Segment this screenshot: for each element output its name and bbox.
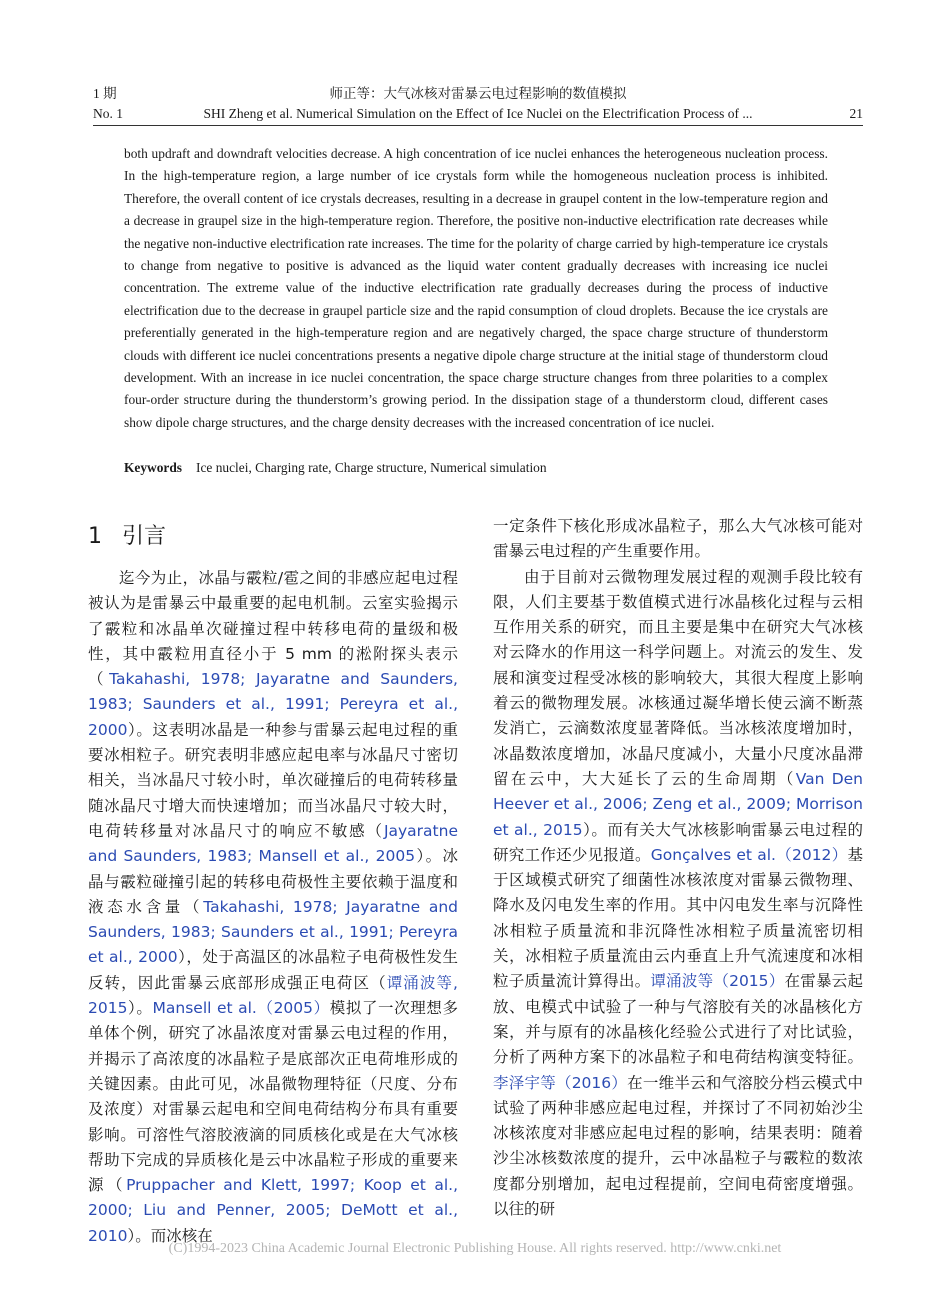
body-text: ）。冰晶与霰粒碰撞引起的转移电荷极性主要依赖于温度和液态水含量（ (88, 847, 458, 916)
paragraph (493, 565, 863, 1223)
citation-link[interactable]: Jayaratne and Saunders, 1983; Mansell et al., 2005 (88, 821, 458, 866)
body-text: 在一维半云和气溶胶分档云模式中试验了两种非感应起电过程，并探讨了不同初始沙尘冰核浓度对非感应起电过程的影响，结果表明：随着沙尘冰核数浓度的提升，云中冰晶粒子与霰粒的数浓度都分别增加，起电过程提前，空间电荷密度增强。以往的研 (493, 1073, 863, 1219)
citation-link[interactable]: Mansell et al.（2005） (152, 999, 330, 1018)
copyright-footer: (C)1994-2023 China Academic Journal Electronic Publishing House. All rights reserved. http://www.cnki.net (168, 1241, 782, 1256)
citation-link[interactable]: Van Den Heever et al., 2006; Zeng et al., 2009; Morrison et al., 2015 (493, 769, 863, 839)
body-text: ），处于高温区的冰晶粒子电荷极性发生反转，因此雷暴云底部形成强正电荷区（ (88, 948, 458, 992)
abstract-text: both updraft and downdraft velocities decrease. A high concentration of ice nuclei enhances the heterogeneous nucleation process. In the high-temperature region, a large number of ice crystals form while the homogeneous nucleation process is inhibited. Therefore, the overall content of ice crystals decreases, resulting in a decrease in graupel content in the low-temperature region and a decrease in graupel size in the high-temperature region. Therefore, the positive non-inductive electrification rate decreases while the negative non-inductive electrification rate increases. The time for the polarity of charge carried by high-temperature ice crystals to change from negative to positive is advanced as the liquid water content gradually decreases with increasing ice nuclei concentration. The extreme value of the inductive electrification rate gradually decreases during the process of inductive electrification due to the decrease in graupel particle size and the rapid consumption of cloud droplets. Because the ice crystals are preferentially generated in the high-temperature region and are negatively charged, the space charge structure of thunderstorm clouds with different ice nuclei concentrations presents a negative dipole charge structure at the initial stage of thunderstorm cloud development. With an increase in ice nuclei concentration, the space charge structure changes from three polarities to a complex four-order structure during the thunderstorm’s growing period. In the dissipation stage of a thunderstorm cloud, different cases show dipole charge structures, and the charge density decreases with the increased concentration of ice nuclei. (124, 146, 828, 430)
abstract (124, 143, 828, 434)
running-title-cn: 师正等：大气冰核对雷暴云电过程影响的数值模拟 (329, 86, 627, 101)
keywords-list: Ice nuclei, Charging rate, Charge structure, Numerical simulation (196, 460, 547, 475)
body-text: 迄今为止，冰晶与霰粒/雹之间的非感应起电过程被认为是雷暴云中最重要的起电机制。云室实验揭示了霰粒和冰晶单次碰撞过程中转移电荷的量级和极性，其中霰粒用直径小于 5 mm 的淞附探头表示（ (88, 569, 458, 689)
body-text: 在雷暴云起放、电模式中试验了一种与气溶胶有关的冰晶核化方案，并与原有的冰晶核化经验公式进行了对比试验，分析了两种方案下的冰晶粒子和电荷结构演变特征。 (493, 972, 863, 1067)
body-text: ）。 (127, 999, 153, 1018)
citation-link[interactable]: Takahashi, 1978; Jayaratne and Saunders, 1983; Saunders et al., 1991; Pereyra et al., 2000 (88, 897, 458, 967)
body-text: 模拟了一次理想多单体个例，研究了冰晶浓度对雷暴云电过程的作用，并揭示了高浓度的冰晶粒子是底部次正电荷堆形成的关键因素。由此可见，冰晶微物理特征（尺度、分布及浓度）对雷暴云起电和空间电荷结构分布具有重要影响。可溶性气溶胶液滴的同质核化或是在大气冰核帮助下完成的异质核化是云中冰晶粒子形成的重要来源（ (88, 999, 458, 1195)
paragraph (88, 566, 458, 1249)
section-title: 引言 (122, 524, 167, 549)
header-rule (93, 125, 863, 126)
body-text: 一定条件下核化形成冰晶粒子，那么大气冰核可能对雷暴云电过程的产生重要作用。 (493, 517, 863, 561)
body-text: ）。这表明冰晶是一种参与雷暴云起电过程的重要冰相粒子。研究表明非感应起电率与冰晶尺寸密切相关，当冰晶尺寸较小时，单次碰撞后的电荷转移量随冰晶尺寸增大而快速增加；而当冰晶尺寸较大时，电荷转移量对冰晶尺寸的响应不敏感（ (88, 720, 458, 840)
body-text: 由于目前对云微物理发展过程的观测手段比较有限，人们主要基于数值模式进行冰晶核化过程与云相互作用关系的研究，而且主要是集中在研究大气冰核对云降水的作用这一科学问题上。对流云的发生、发展和演变过程受冰核的影响较大，其很大程度上影响着云的微物理发展。冰核通过凝华增长使云滴不断蒸发消亡，云滴数浓度显著降低。当冰核浓度增加时，冰晶数浓度增加，冰晶尺度减小，大量小尺度冰晶滞留在云中，大大延长了云的生命周期（ (493, 567, 863, 788)
section-number: 1 (88, 524, 102, 549)
body-text: ）。而有关大气冰核影响雷暴云电过程的研究工作还少见报道。 (493, 820, 863, 864)
citation-link[interactable]: Gonçalves et al.（2012） (650, 845, 848, 864)
citation-link[interactable]: 谭涌波等（2015） (650, 972, 785, 991)
citation-link[interactable]: Takahashi, 1978; Jayaratne and Saunders, 1983; Saunders et al., 1991; Pereyra et al., 2000 (88, 670, 458, 739)
issue-en: No. 1 (93, 106, 123, 121)
running-header-en (93, 104, 863, 123)
body-text: 基于区域模式研究了细菌性冰核浓度对雷暴云微物理、降水及闪电发生率的作用。其中闪电发生率与沉降性冰相粒子质量流和非沉降性冰相粒子质量流密切相关，冰相粒子质量流由云内垂直上升气流速度和冰相粒子质量流计算得出。 (493, 845, 863, 991)
running-title-en: SHI Zheng et al. Numerical Simulation on the Effect of Ice Nuclei on the Electrification Process of ... (203, 106, 753, 121)
citation-link[interactable]: 谭涌波等, 2015 (88, 973, 458, 1018)
right-column (493, 514, 863, 1222)
citation-link[interactable]: Pruppacher and Klett, 1997; Koop et al., 2000; Liu and Penner, 2005; DeMott et al., 2010 (88, 1176, 458, 1245)
citation-link[interactable]: 李泽宇等（2016） (493, 1073, 628, 1092)
keywords (124, 458, 547, 478)
section-heading (88, 523, 166, 551)
body-text: ）。而冰核在 (127, 1226, 213, 1245)
paragraph (493, 514, 863, 565)
keywords-label: Keywords (124, 460, 183, 475)
left-column (88, 566, 458, 1249)
issue-cn: 1 期 (93, 86, 117, 101)
running-header-cn (93, 84, 863, 103)
page-number: 21 (849, 106, 863, 121)
